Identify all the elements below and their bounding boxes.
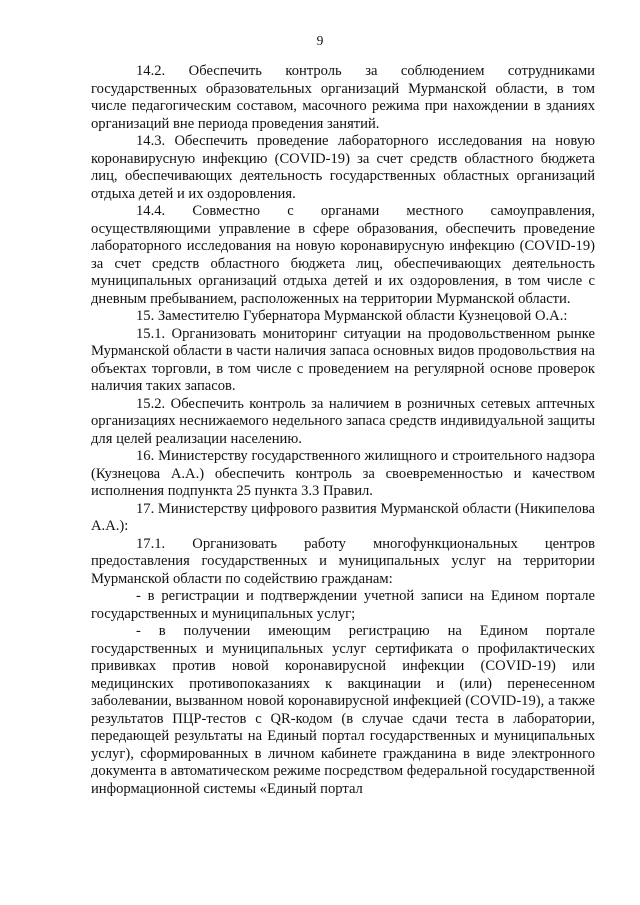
paragraph-14-2: 14.2. Обеспечить контроль за соблюдением сотрудниками государственных образовательных организаций Мурманской области, в том числе педагогическим составом, масочного режима при нахождении в зданиях организаций вне периода проведения занятий. (91, 63, 595, 132)
list-item-certificate: - в получении имеющим регистрацию на Едином портале государственных и муниципальных услуг сертификата о профилактических прививках против новой коронавирусной инфекции (COVID-19) или медицинских противопоказаниях к вакцинации и (или) перенесенном заболевании, вызванном новой коронавирусной инфекцией (COVID-19), а также результатов ПЦР-тестов с QR-кодом (в случае сдачи теста в лаборатории, передающей результаты на Единый портал государственных и муниципальных услуг), сформированных в личном кабинете гражданина в виде электронного документа в автоматическом режиме посредством федеральной государственной информационной системы «Единый портал (91, 623, 595, 797)
paragraph-14-3: 14.3. Обеспечить проведение лабораторного исследования на новую коронавирусную инфекцию (COVID-19) за счет средств областного бюджета лиц, обеспечивающих деятельность государственных областных организаций отдыха детей и их оздоровления. (91, 133, 595, 202)
paragraph-15: 15. Заместителю Губернатора Мурманской области Кузнецовой О.А.: (136, 308, 568, 324)
page-number: 9 (316, 33, 324, 48)
paragraph-16: 16. Министерству государственного жилищного и строительного надзора (Кузнецова А.А.) обеспечить контроль за своевременностью и качеством исполнения подпункта 25 пункта 3.3 Правил. (91, 448, 595, 499)
list-item-registration: - в регистрации и подтверждении учетной записи на Едином портале государственных и муниципальных услуг; (91, 588, 595, 622)
document-body (91, 63, 595, 798)
paragraph-17-1: 17.1. Организовать работу многофункциональных центров предоставления государственных и муниципальных услуг на территории Мурманской области по содействию гражданам: (91, 535, 595, 587)
paragraph-15-2: 15.2. Обеспечить контроль за наличием в розничных сетевых аптечных организациях неснижаемого недельного запаса средств индивидуальной защиты для целей реализации населению. (91, 395, 595, 447)
paragraph-17: 17. Министерству цифрового развития Мурманской области (Никипелова А.А.): (91, 500, 595, 534)
paragraph-15-1: 15.1. Организовать мониторинг ситуации на продовольственном рынке Мурманской области в части наличия запаса основных видов продовольствия на объектах торговли, в том числе с проведением на регулярной основе проверок наличия таких запасов. (91, 325, 595, 394)
paragraph-14-4: 14.4. Совместно с органами местного самоуправления, осуществляющими управление в сфере образования, обеспечить проведение лабораторного исследования на новую коронавирусную инфекцию (COVID-19) за счет средств областного бюджета лиц, обеспечивающих деятельность муниципальных организаций отдыха детей и их оздоровления, в том числе с дневным пребыванием, расположенных на территории Мурманской области. (91, 203, 595, 307)
